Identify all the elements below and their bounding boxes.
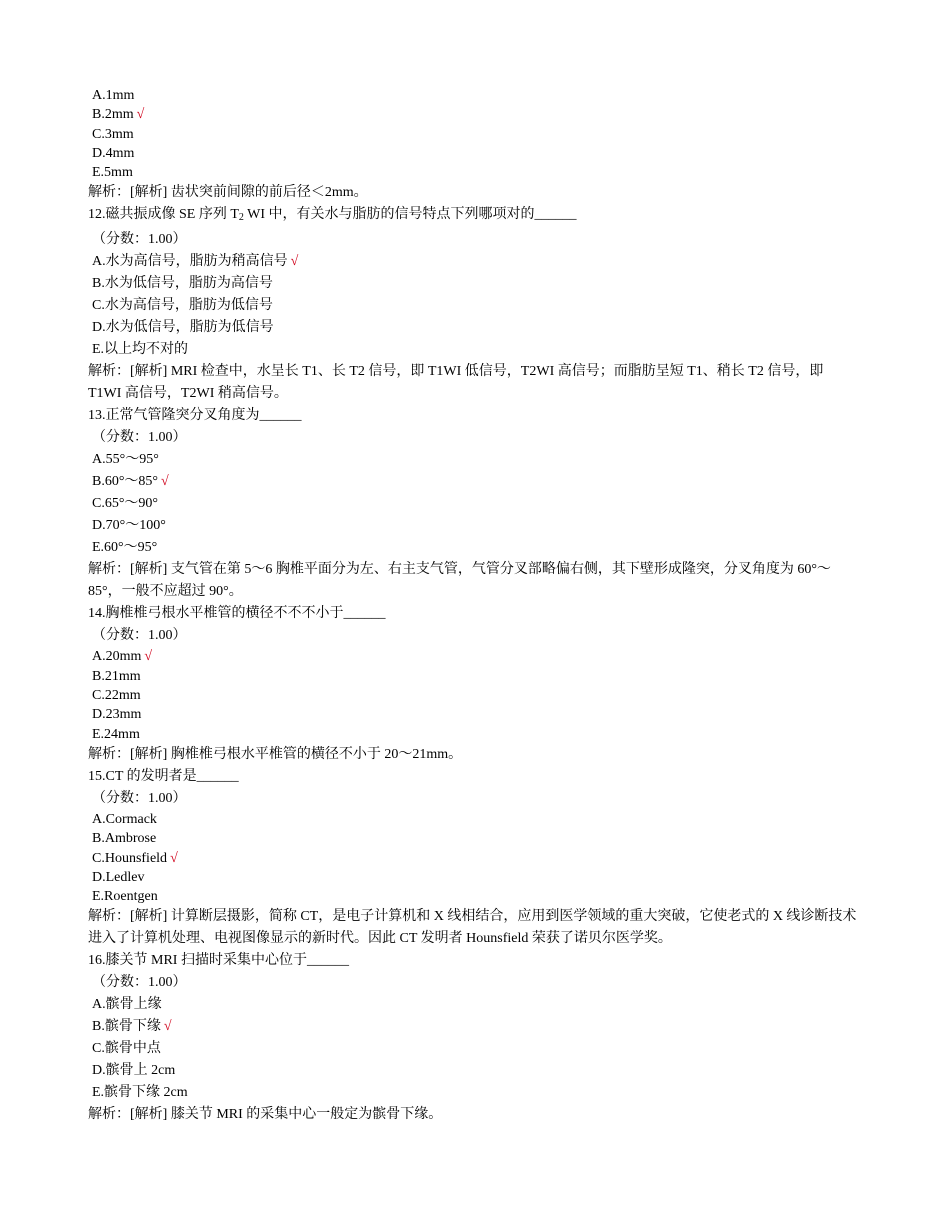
option-b: B.60°～85° √: [92, 474, 169, 490]
question-11: [88, 86, 858, 204]
question-stem: 15.CT 的发明者是______: [88, 768, 239, 784]
option-e: E.24mm: [92, 726, 140, 742]
score: （分数：1.00）: [92, 790, 187, 806]
option-b: B.水为低信号，脂肪为高信号: [92, 276, 273, 292]
option-a: A.1mm: [92, 88, 135, 103]
option-e: E.Roentgen: [92, 889, 158, 905]
option-c: C.Hounsfield √: [92, 850, 178, 866]
option-c: C.3mm: [92, 126, 134, 142]
option-d: D.4mm: [92, 145, 135, 161]
option-a: A.20mm √: [92, 649, 153, 665]
option-c: C.水为高信号，脂肪为低信号: [92, 298, 273, 314]
option-a: A.水为高信号，脂肪为稍高信号 √: [92, 254, 299, 270]
score: （分数：1.00）: [92, 975, 187, 991]
document-page: [88, 86, 858, 1126]
option-b: B.髌骨下缘 √: [92, 1019, 172, 1035]
option-e: E.60°～95°: [92, 540, 158, 556]
question-16: [88, 950, 858, 1126]
explanation: 解析：[解析] 膝关节 MRI 的采集中心一般定为髌骨下缘。: [88, 1107, 443, 1123]
option-d: D.23mm: [92, 707, 142, 723]
check-mark-icon: √: [136, 107, 145, 123]
explanation: 解析：[解析] 齿状突前间隙的前后径＜2mm。: [88, 185, 368, 201]
option-c: C.65°～90°: [92, 496, 159, 512]
question-stem: 14.胸椎椎弓根水平椎管的横径不不不小于______: [88, 606, 386, 622]
option-e: E.以上均不对的: [92, 342, 189, 358]
question-15: [88, 766, 858, 950]
check-mark-icon: √: [144, 649, 153, 665]
check-mark-icon: √: [163, 1019, 172, 1035]
score: （分数：1.00）: [92, 628, 187, 644]
question-stem: 16.膝关节 MRI 扫描时采集中心位于______: [88, 953, 349, 969]
option-c: C.22mm: [92, 688, 141, 704]
option-d: D.Ledlev: [92, 869, 145, 885]
explanation: 解析：[解析] 支气管在第 5～6 胸椎平面分为左、右主支气管，气管分叉部略偏右侧，其下壁形成隆突，分叉角度为 60°～85°，一般不应超过 90°。: [88, 562, 831, 600]
option-b: B.21mm: [92, 668, 141, 684]
score: （分数：1.00）: [92, 430, 187, 446]
check-mark-icon: √: [290, 254, 299, 270]
question-stem: 12.磁共振成像 SE 序列 $T_2$ WI 中，有关水与脂肪的信号特点下列哪项对的______: [88, 207, 577, 224]
option-a: A.55°～95°: [92, 452, 159, 468]
option-b: B.2mm √: [92, 107, 145, 123]
option-d: D.水为低信号，脂肪为低信号: [92, 320, 274, 336]
check-mark-icon: √: [161, 474, 169, 490]
score: （分数：1.00）: [92, 232, 187, 248]
option-a: A.Cormack: [92, 811, 157, 827]
check-mark-icon: √: [170, 850, 178, 866]
option-d: D.70°～100°: [92, 518, 166, 534]
option-e: E.髌骨下缘 2cm: [92, 1085, 188, 1101]
question-14: [88, 603, 858, 765]
explanation: 解析：[解析] 胸椎椎弓根水平椎管的横径不小于 20～21mm。: [88, 746, 463, 762]
option-a: A.髌骨上缘: [92, 997, 162, 1013]
explanation: 解析：[解析] 计算断层摄影，简称 CT，是电子计算机和 X 线相结合，应用到医学领域的重大突破，它使老式的 X 线诊断技术进入了计算机处理、电视图像显示的新时代。因此 CT 发明者 Hounsfield 荣获了诺贝尔医学奖。: [88, 909, 857, 947]
question-12: [88, 204, 858, 405]
option-c: C.髌骨中点: [92, 1041, 161, 1057]
option-b: B.Ambrose: [92, 831, 157, 847]
question-13: [88, 405, 858, 603]
option-d: D.髌骨上 2cm: [92, 1063, 176, 1079]
question-stem: 13.正常气管隆突分叉角度为______: [88, 408, 302, 424]
option-e: E.5mm: [92, 165, 133, 181]
explanation: 解析：[解析] MRI 检查中，水呈长 T1、长 T2 信号，即 T1WI 低信号，T2WI 高信号；而脂肪呈短 T1、稍长 T2 信号，即 T1WI 高信号，T2WI 稍高信号。: [88, 364, 824, 402]
